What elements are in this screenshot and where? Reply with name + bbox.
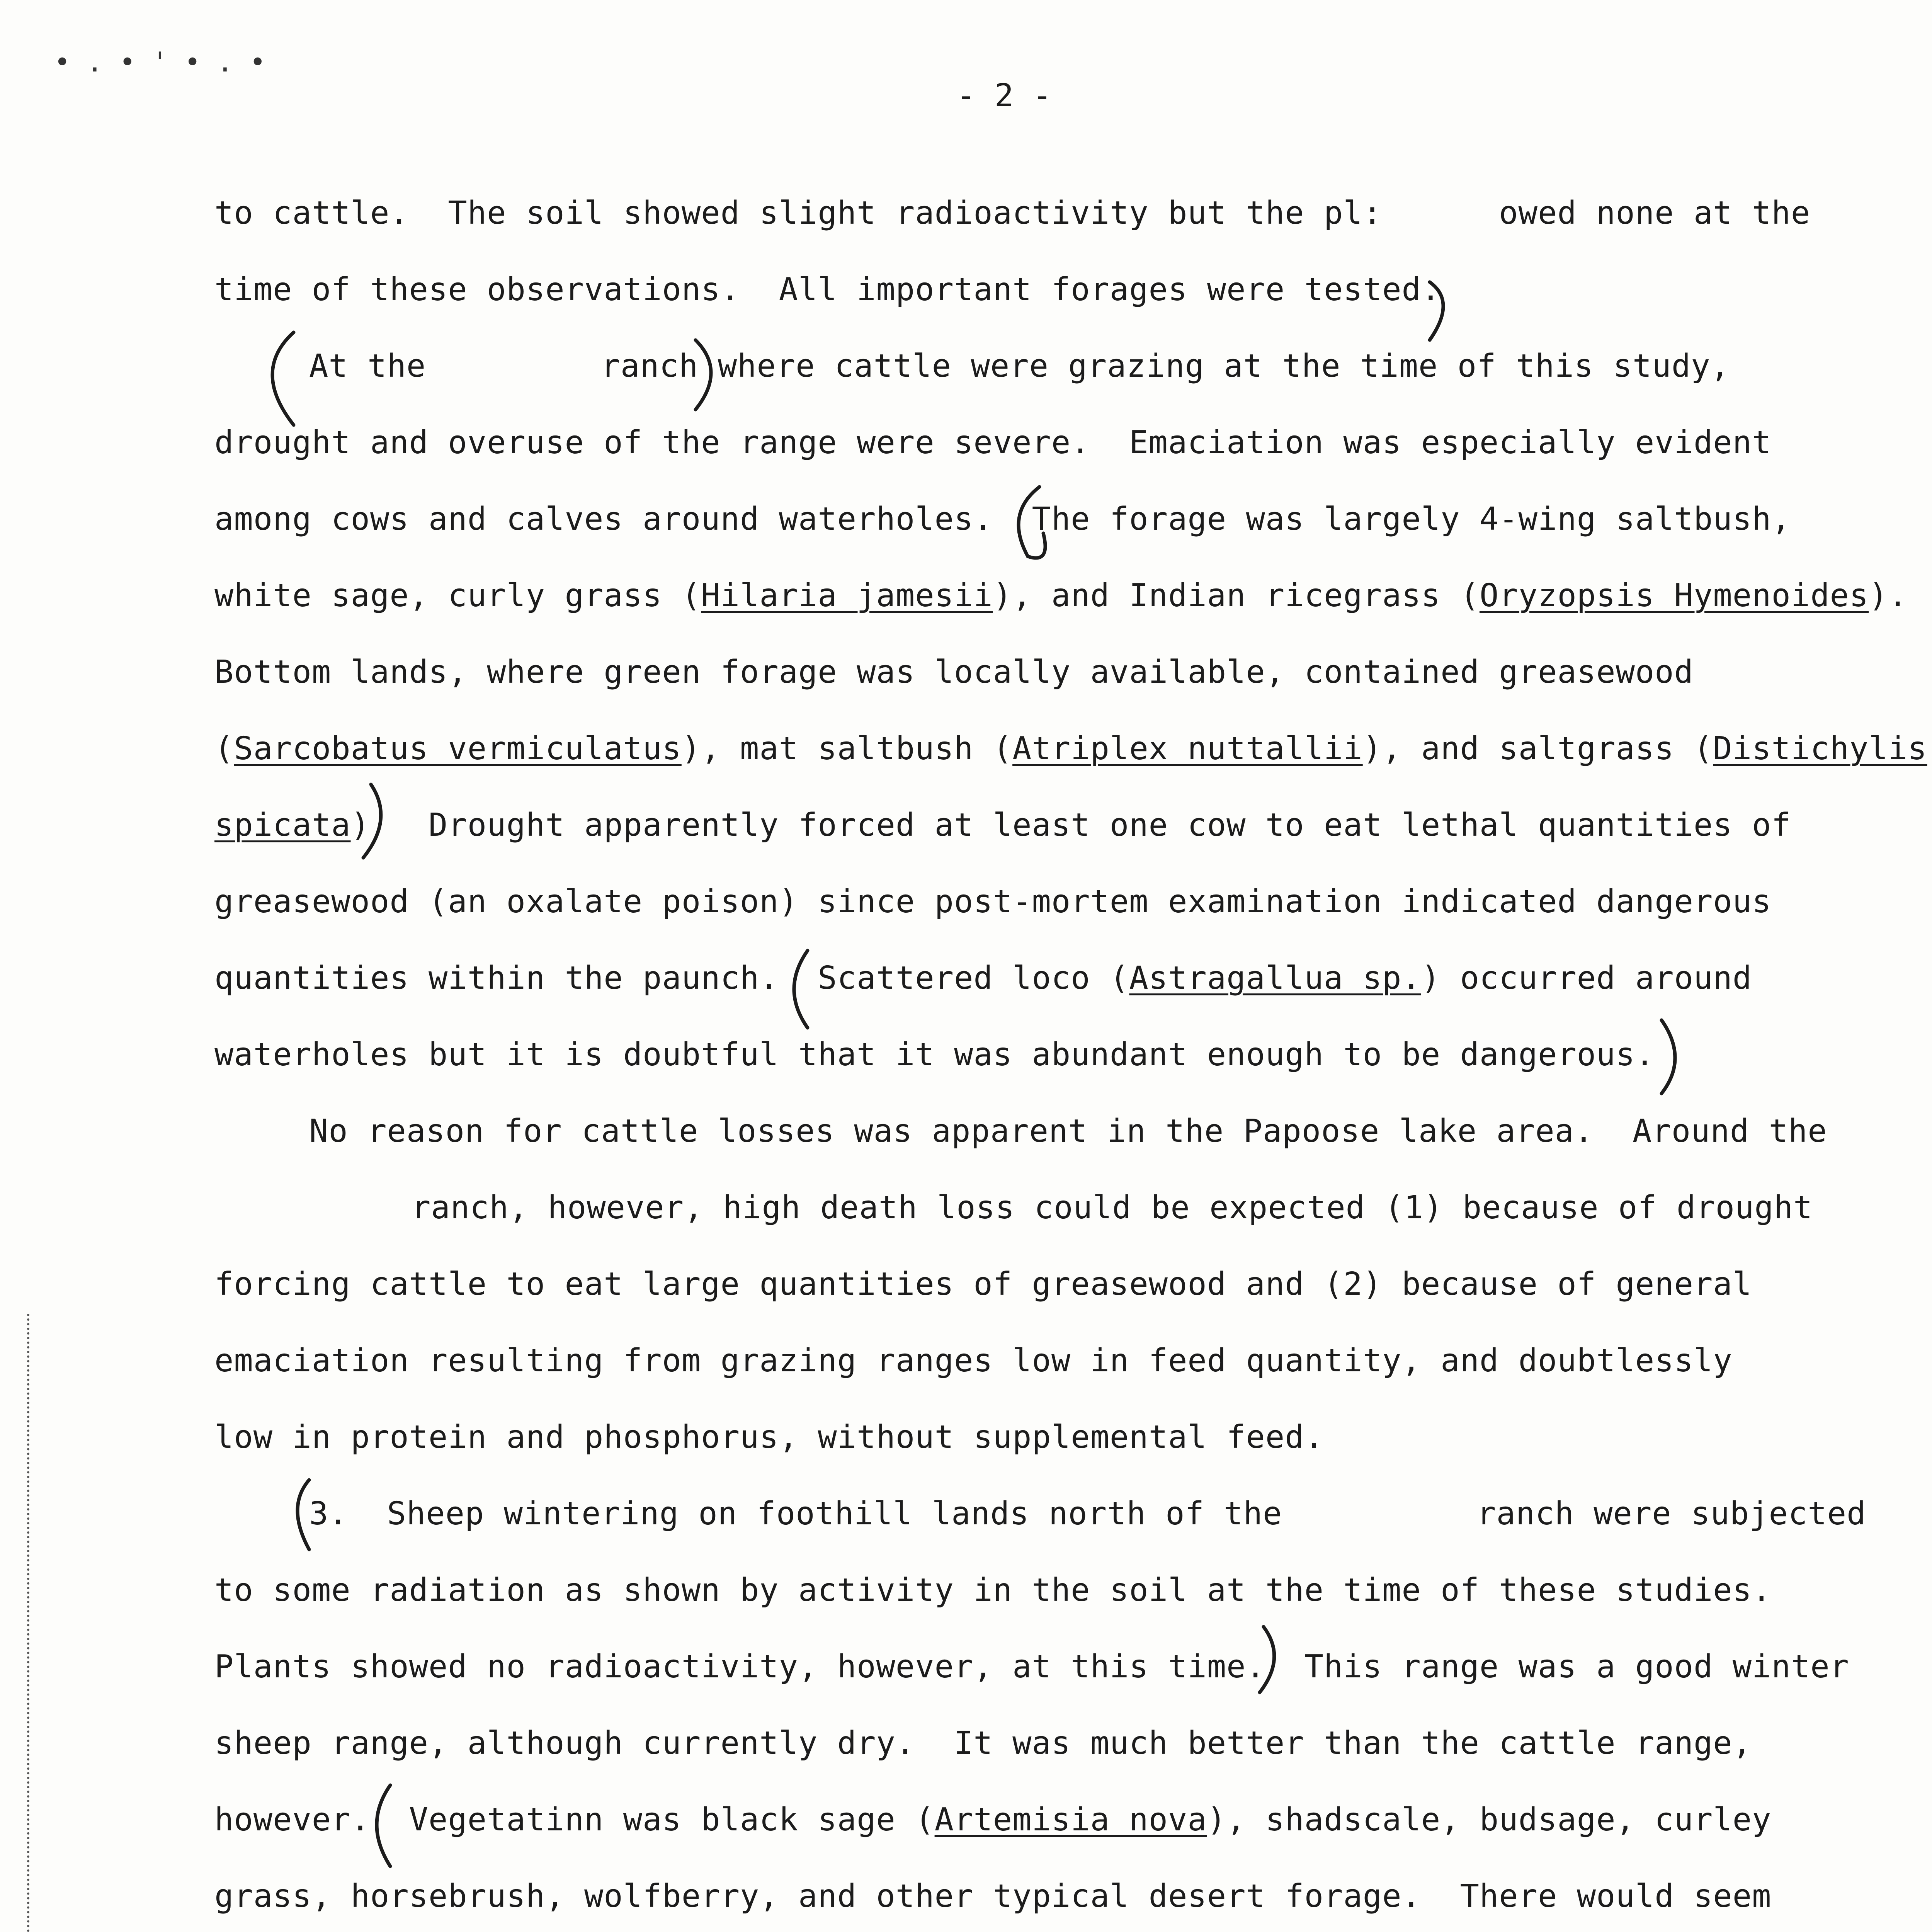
circle-mark-3 — [298, 1480, 309, 1549]
p2-line-5: Bottom lands, where green forage was locally available, contained greasewood — [214, 654, 1694, 690]
p2-line-7: spicata) Drought apparently forced at least one cow to eat lethal quantities of — [214, 807, 1791, 844]
p2-line-10: waterholes but it is doubtful that it was abundant enough to be dangerous. — [214, 1036, 1655, 1073]
p2-line-8: greasewood (an oxalate poison) since post-mortem examination indicated dangerous — [214, 883, 1772, 920]
p3-line-2: ranch, however, high death loss could be expected (1) because of drought — [412, 1189, 1813, 1226]
bracket-open-2 — [272, 332, 294, 425]
p2-line-1: At the ranch where cattle were grazing at the time of this study, — [309, 348, 1730, 384]
p2-line-4: white sage, curly grass (Hilaria jamesii), and Indian ricegrass (Oryzopsis Hymenoides). — [214, 577, 1908, 614]
p2-line-6: (Sarcobatus vermiculatus), mat saltbush (Atriplex nuttallii), and saltgrass (Distichylis — [214, 730, 1927, 767]
p4-line-5: however. Vegetatinn was black sage (Artemisia nova), shadscale, budsage, curley — [214, 1801, 1772, 1838]
p3-line-5: low in protein and phosphorus, without supplemental feed. — [214, 1419, 1324, 1456]
species-atriplex: Atriplex nuttallii — [1012, 730, 1363, 767]
p4-line-1: 3. Sheep wintering on foothill lands north of the ranch were subjected — [309, 1495, 1866, 1532]
p3-line-4: emaciation resulting from grazing ranges low in feed quantity, and doubtlessly — [214, 1342, 1733, 1379]
species-spicata: spicata — [214, 807, 351, 844]
p4-line-6: grass, horsebrush, wolfberry, and other typical desert forage. There would seem — [214, 1878, 1772, 1915]
p1-line-1: to cattle. The soil showed slight radioactivity but the pl: owed none at the — [214, 195, 1811, 231]
species-artemisia: Artemisia nova — [934, 1801, 1207, 1838]
scan-noise: • . • ' • . • — [54, 46, 266, 78]
page-number: - 2 - — [956, 77, 1052, 114]
p4-line-2: to some radiation as shown by activity in the soil at the time of these studies. — [214, 1572, 1772, 1609]
p4-line-3: Plants showed no radioactivity, however, at this time. This range was a good winter — [214, 1648, 1849, 1685]
p2-line-9: quantities within the paunch. Scattered loco (Astragallua sp.) occurred around — [214, 960, 1752, 997]
p4-line-4: sheep range, although currently dry. It was much better than the cattle range, — [214, 1725, 1752, 1762]
species-distichylis: Distichylis — [1713, 730, 1927, 767]
bracket-close-4 — [1662, 1020, 1675, 1094]
p3-line-3: forcing cattle to eat large quantities of greasewood and (2) because of general — [214, 1266, 1752, 1303]
species-oryzopsis: Oryzopsis Hymenoides — [1479, 577, 1869, 614]
p1-line-2: time of these observations. All important forages were tested. — [214, 271, 1441, 308]
p3-line-1: No reason for cattle losses was apparent in the Papoose lake area. Around the — [309, 1113, 1827, 1150]
p2-line-3: among cows and calves around waterholes. The forage was largely 4-wing saltbush, — [214, 501, 1791, 537]
species-sarcobatus: Sarcobatus vermiculatus — [234, 730, 682, 767]
left-margin-binding-marks — [27, 1314, 34, 1932]
species-astragallua: Astragallua sp. — [1129, 960, 1421, 997]
species-hilaria: Hilaria jamesii — [701, 577, 993, 614]
p2-line-2: drought and overuse of the range were severe. Emaciation was especially evident — [214, 424, 1772, 461]
